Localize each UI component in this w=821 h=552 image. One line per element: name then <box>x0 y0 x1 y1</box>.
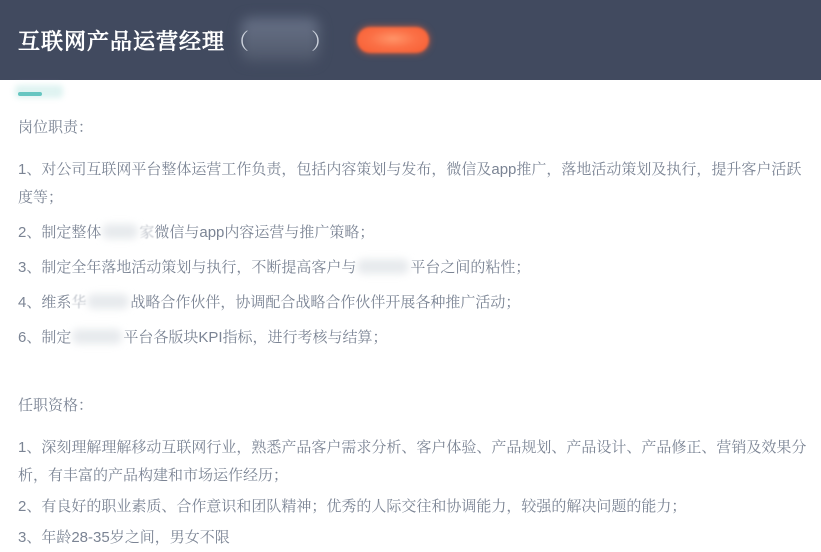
qualification-item-2: 2、有良好的职业素质、合作意识和团队精神；优秀的人际交往和协调能力，较强的解决问题的能力； <box>18 498 687 515</box>
job-description-body <box>0 92 821 552</box>
duties-list <box>18 156 807 352</box>
inline-redaction-blur <box>72 329 122 344</box>
duty-item-4: 4、维系华 战略合作伙伴，协调配合战略合作伙伴开展各种推广活动； <box>18 294 521 311</box>
redacted-orange-badge <box>357 27 429 53</box>
accent-divider <box>18 92 807 102</box>
qualifications-list <box>18 434 807 552</box>
inline-redaction-blur <box>102 224 138 239</box>
duty-item-1 <box>18 156 807 212</box>
duty-item-1-text: 1、对公司互联网平台整体运营工作负责，包括内容策划与发布，微信及app推广，落地活动策划及执行，提升客户活跃度等； <box>18 161 802 206</box>
teal-dash <box>18 92 42 96</box>
partially-blurred-char: 华 <box>71 294 87 311</box>
qualification-item-3: 3、年龄28-35岁之间，男女不限 <box>18 529 230 546</box>
duty-item-3: 3、制定全年落地活动策划与执行，不断提高客户与 平台之间的粘性； <box>18 259 531 276</box>
title-paren-close: ） <box>311 28 334 54</box>
redacted-company-name-blur <box>241 18 319 62</box>
duty-item-2: 2、制定整体 家微信与app内容运营与推广策略； <box>18 224 375 241</box>
title-paren-open: （ <box>227 28 250 54</box>
partially-blurred-char: 家 <box>139 224 155 241</box>
section-heading-duties: 岗位职责： <box>18 119 94 136</box>
section-heading-qualifications: 任职资格： <box>18 397 94 414</box>
qualification-item-1: 1、深刻理解理解移动互联网行业，熟悉产品客户需求分析、客户体验、产品规划、产品设计、产品修正、营销及效果分析，有丰富的产品构建和市场运作经历； <box>18 439 807 484</box>
job-title: 互联网产品运营经理 <box>18 28 226 54</box>
duty-item-6: 6、制定 平台各版块KPI指标，进行考核与结算； <box>18 329 388 346</box>
inline-redaction-blur <box>357 259 409 274</box>
inline-redaction-blur <box>87 294 129 309</box>
job-header <box>0 0 821 80</box>
